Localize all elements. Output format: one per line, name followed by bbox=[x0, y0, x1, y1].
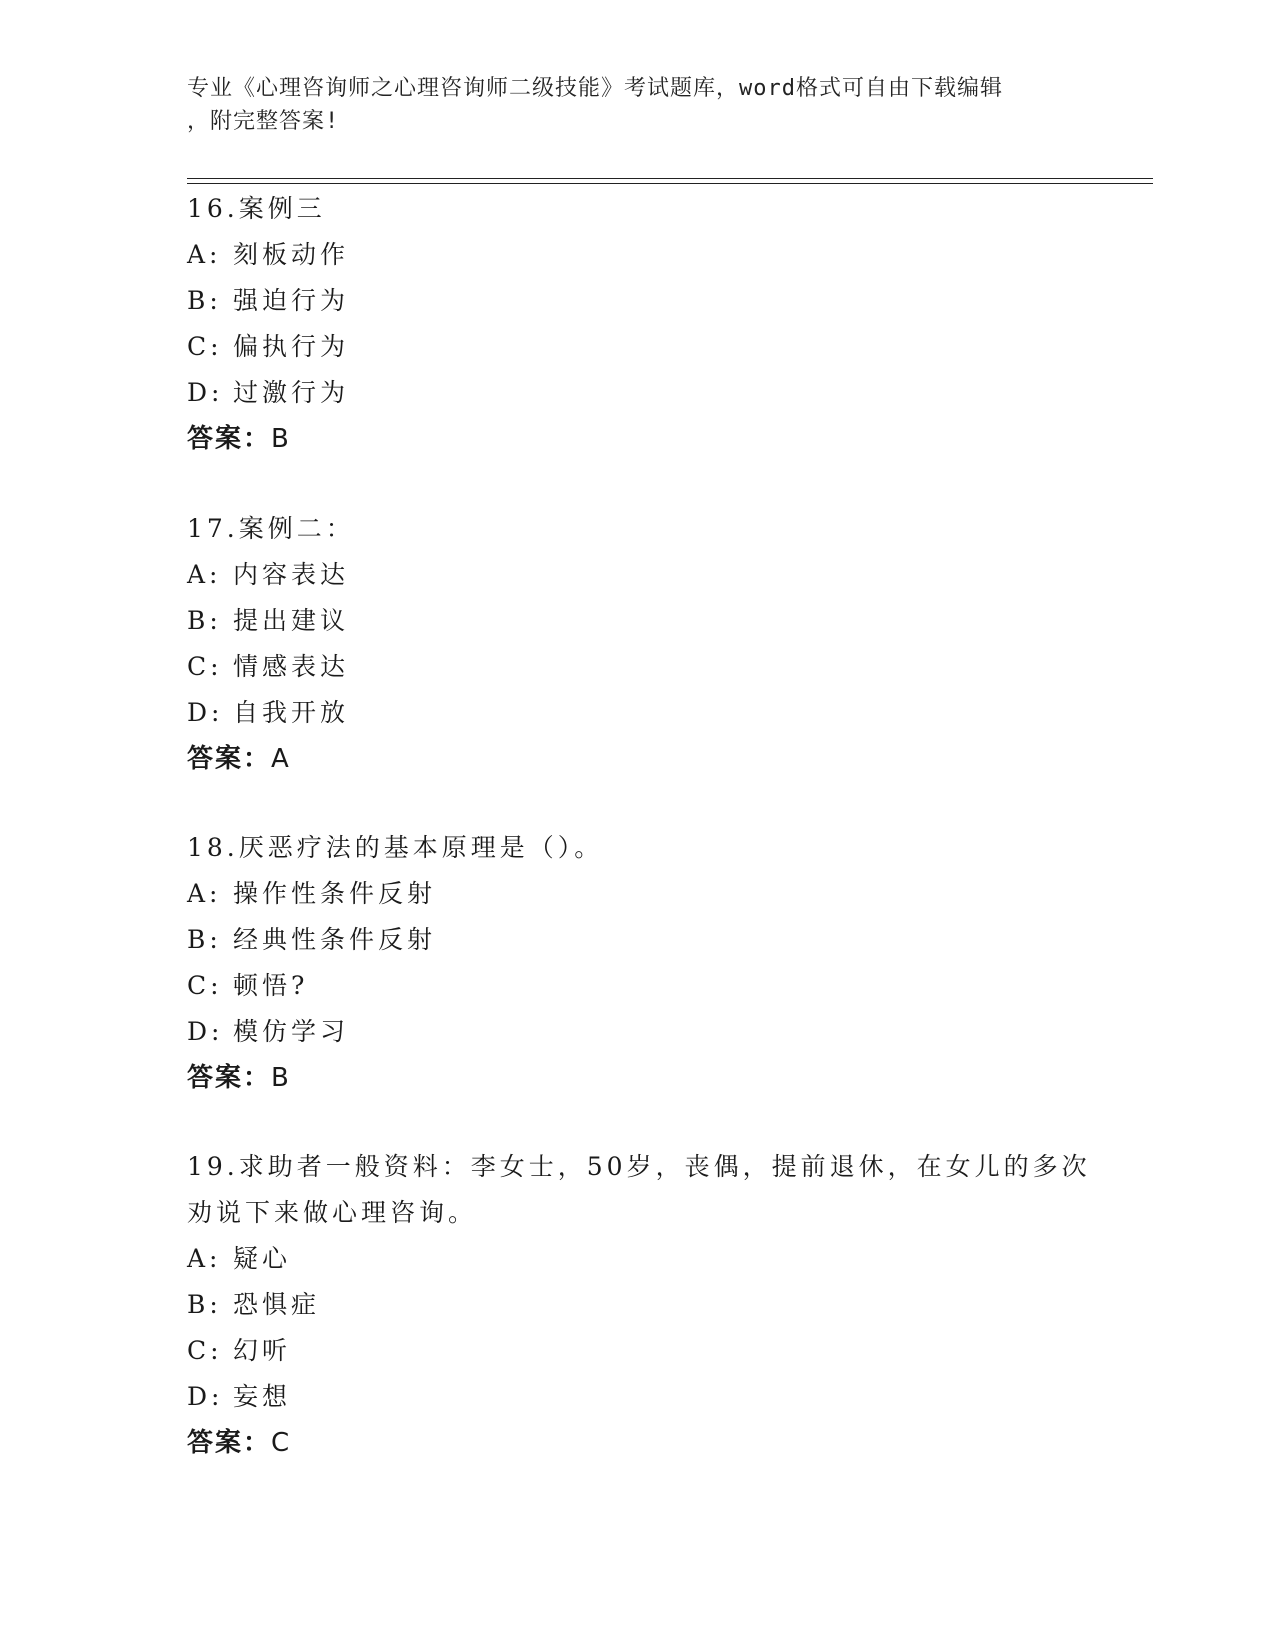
answer-value: B bbox=[271, 424, 290, 454]
option-text: 过激行为 bbox=[233, 378, 350, 407]
option-text: 恐惧症 bbox=[233, 1290, 321, 1319]
option-text: 强迫行为 bbox=[233, 286, 350, 315]
option-letter: D: bbox=[187, 698, 224, 727]
option-letter: A: bbox=[187, 879, 222, 908]
option-d bbox=[187, 1374, 1087, 1420]
option-text: 妄想 bbox=[233, 1382, 292, 1411]
question-stem: 17.案例二： bbox=[187, 514, 355, 543]
option-text: 情感表达 bbox=[233, 652, 350, 681]
option-text: 提出建议 bbox=[233, 606, 350, 635]
option-a bbox=[187, 1236, 1087, 1282]
option-c bbox=[187, 324, 1087, 370]
option-letter: A: bbox=[187, 1244, 222, 1273]
option-b bbox=[187, 278, 1087, 324]
answer-value: C bbox=[271, 1428, 291, 1458]
answer-line bbox=[187, 1420, 1087, 1466]
option-c bbox=[187, 1328, 1087, 1374]
option-c bbox=[187, 644, 1087, 690]
document-header bbox=[187, 72, 1087, 138]
option-text: 刻板动作 bbox=[233, 240, 350, 269]
option-b bbox=[187, 1282, 1087, 1328]
header-divider-bottom bbox=[187, 183, 1153, 184]
header-line-2: ，附完整答案! bbox=[187, 109, 340, 134]
option-d bbox=[187, 1009, 1087, 1055]
question-stem-line-1: 19.求助者一般资料：李女士，50岁，丧偶，提前退休，在女儿的多次 bbox=[187, 1152, 1091, 1181]
option-letter: A: bbox=[187, 560, 222, 589]
question-19 bbox=[187, 1144, 1091, 1466]
answer-line bbox=[187, 736, 1087, 782]
option-d bbox=[187, 370, 1087, 416]
answer-label: 答案： bbox=[187, 744, 272, 774]
option-text: 幻听 bbox=[233, 1336, 292, 1365]
answer-label: 答案： bbox=[187, 424, 272, 454]
option-letter: C: bbox=[187, 332, 223, 361]
option-text: 模仿学习 bbox=[233, 1017, 350, 1046]
option-letter: C: bbox=[187, 971, 223, 1000]
option-letter: A: bbox=[187, 240, 222, 269]
option-b bbox=[187, 917, 1087, 963]
question-stem: 18.厌恶疗法的基本原理是（）。 bbox=[187, 833, 604, 862]
answer-value: A bbox=[271, 744, 290, 774]
option-c bbox=[187, 963, 1087, 1009]
option-text: 操作性条件反射 bbox=[233, 879, 437, 908]
question-stem: 16.案例三 bbox=[187, 194, 326, 223]
option-text: 经典性条件反射 bbox=[233, 925, 437, 954]
option-letter: B: bbox=[187, 1290, 222, 1319]
header-divider-top bbox=[187, 178, 1153, 179]
answer-label: 答案： bbox=[187, 1063, 272, 1093]
option-letter: D: bbox=[187, 1017, 224, 1046]
option-letter: B: bbox=[187, 925, 222, 954]
option-a bbox=[187, 232, 1087, 278]
option-text: 疑心 bbox=[233, 1244, 292, 1273]
option-a bbox=[187, 871, 1087, 917]
option-letter: B: bbox=[187, 286, 222, 315]
option-letter: D: bbox=[187, 1382, 224, 1411]
answer-line bbox=[187, 1055, 1087, 1101]
option-text: 自我开放 bbox=[233, 698, 350, 727]
answer-label: 答案： bbox=[187, 1428, 272, 1458]
question-stem-line-2: 劝说下来做心理咨询。 bbox=[187, 1198, 478, 1227]
option-b bbox=[187, 598, 1087, 644]
question-17 bbox=[187, 506, 1087, 782]
option-text: 偏执行为 bbox=[233, 332, 350, 361]
option-text: 顿悟? bbox=[233, 971, 309, 1000]
option-letter: D: bbox=[187, 378, 224, 407]
option-a bbox=[187, 552, 1087, 598]
answer-value: B bbox=[271, 1063, 290, 1093]
question-16 bbox=[187, 186, 1087, 462]
option-d bbox=[187, 690, 1087, 736]
option-letter: C: bbox=[187, 652, 223, 681]
option-letter: C: bbox=[187, 1336, 223, 1365]
header-line-1: 专业《心理咨询师之心理咨询师二级技能》考试题库，word格式可自由下载编辑 bbox=[187, 76, 1003, 101]
question-18 bbox=[187, 825, 1087, 1101]
answer-line bbox=[187, 416, 1087, 462]
option-letter: B: bbox=[187, 606, 222, 635]
option-text: 内容表达 bbox=[233, 560, 350, 589]
